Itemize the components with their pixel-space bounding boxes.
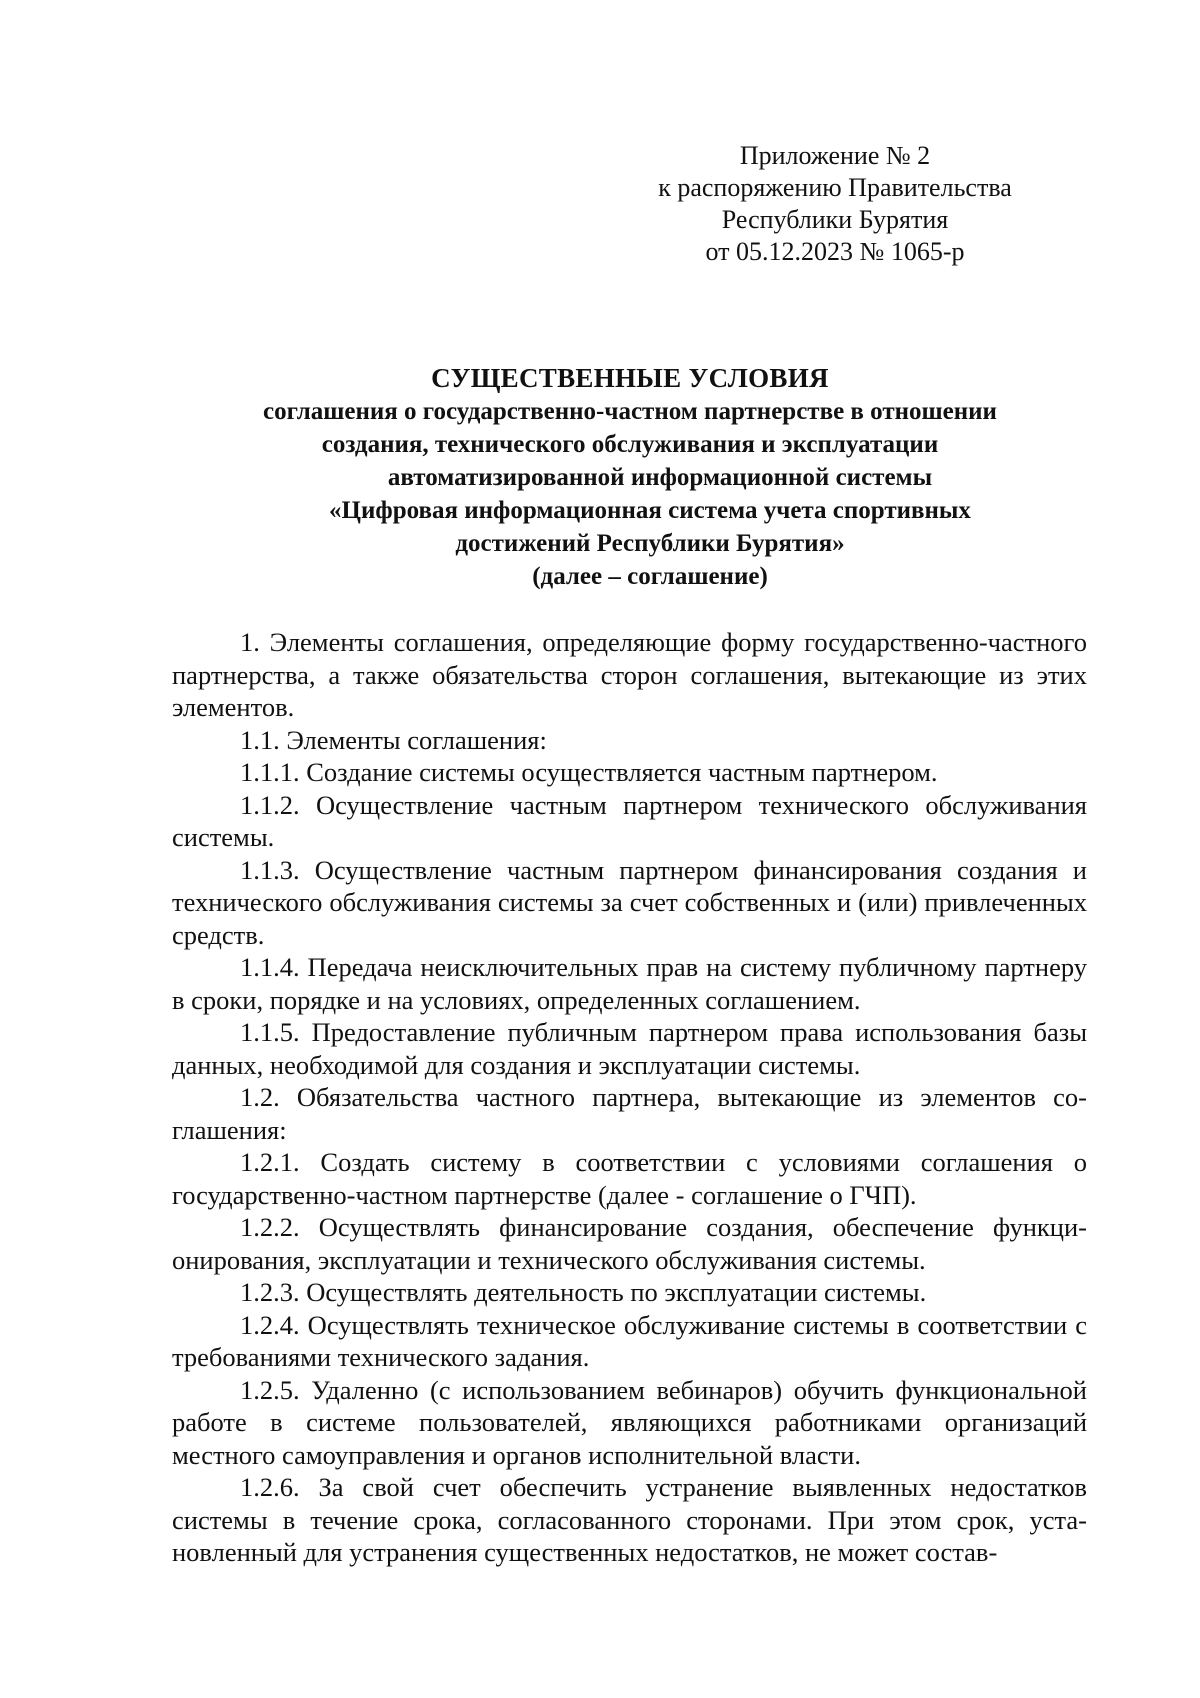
document-title (170, 362, 1090, 593)
appendix-header (615, 140, 1055, 268)
paragraph: 1.1.1. Создание системы осуществляется частным партнером. (240, 757, 938, 787)
title-line-5: достижений Республики Бурятия» (455, 530, 845, 557)
title-main: СУЩЕСТВЕННЫЕ УСЛОВИЯ (431, 363, 829, 393)
paragraph: 1.2.5. Удаленно (с использованием вебинаров) обучить функциональной работе в системе пользователей, являющихся работниками организаций местного самоуправления и органов исполнительной власти. (172, 1374, 1087, 1470)
title-line-4: «Цифровая информационная система учета спортивных (329, 497, 971, 524)
paragraph: 1.1.4. Передача неисключительных прав на систему публичному партнеру в сроки, порядке и на условиях, определенных соглашением. (172, 952, 1087, 1015)
title-line-3: автоматизированной информационной системы (387, 464, 933, 491)
appendix-reference: к распоряжению Правительства (658, 173, 1012, 202)
paragraph: 1.2.1. Создать систему в соответствии с условиями соглашения о государственно-частном партнерстве (далее - соглашение о ГЧП). (172, 1147, 1087, 1210)
appendix-number: Приложение № 2 (739, 141, 931, 170)
appendix-date-number: от 05.12.2023 № 1065-р (705, 237, 965, 266)
paragraph: 1. Элементы соглашения, определяющие форму государственно-частного партнерства, а также обязательства сторон соглашения, вытекающие из этих элементов. (172, 627, 1087, 722)
appendix-government: Республики Бурятия (721, 205, 949, 234)
paragraph: 1.2.3. Осуществлять деятельность по эксплуатации системы. (240, 1277, 927, 1307)
paragraph: 1.2.2. Осуществлять финансирование создания, обеспечение функционирования, эксплуатации и технического обслуживания системы. (172, 1212, 1087, 1275)
paragraph: 1.2.6. За свой счет обеспечить устранение выявленных недостатков системы в течение срока, согласованного сторонами. При этом срок, установленный для устранения существенных недостатков, не может состав- (172, 1472, 1087, 1567)
title-line-2: создания, технического обслуживания и эксплуатации (321, 431, 939, 458)
paragraph: 1.1.3. Осуществление частным партнером финансирования создания и технического обслуживания системы за счет собственных и (или) привлеченных средств. (172, 854, 1087, 950)
paragraph: 1.1. Элементы соглашения: (240, 724, 547, 755)
paragraph: 1.2.4. Осуществлять техническое обслуживание системы в соответствии с требованиями технического задания. (172, 1309, 1087, 1372)
paragraph: 1.2. Обязательства частного партнера, вытекающие из элементов соглашения: (172, 1082, 1087, 1145)
title-line-6: (далее – соглашение) (532, 563, 768, 590)
paragraph: 1.1.2. Осуществление частным партнером технического обслуживания системы. (172, 789, 1087, 852)
paragraph: 1.1.5. Предоставление публичным партнером права использования базы данных, необходимой для создания и эксплуатации системы. (172, 1017, 1087, 1080)
document-body (172, 626, 1087, 1569)
title-line-1: соглашения о государственно-частном партнерстве в отношении (263, 398, 997, 425)
